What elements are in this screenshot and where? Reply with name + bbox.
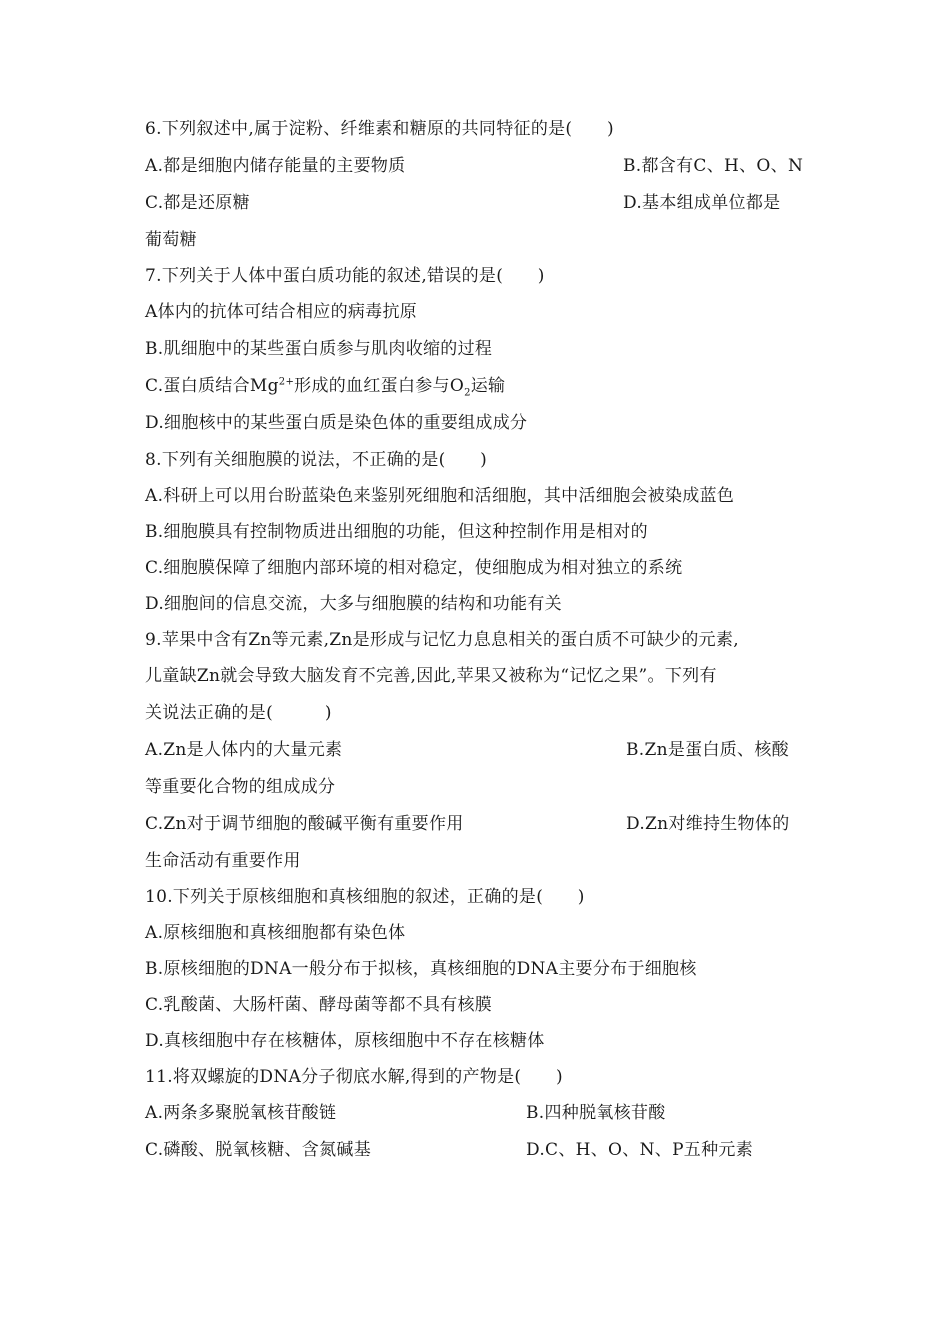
- q9-stem-line-1: 9.苹果中含有Zn等元素,Zn是形成与记忆力息息相关的蛋白质不可缺少的元素,: [145, 630, 739, 650]
- q11-option-c: C.磷酸、脱氧核糖、含氮碱基: [145, 1140, 372, 1160]
- q7-c-text-3: 运输: [470, 376, 506, 396]
- q7-option-b: B.肌细胞中的某些蛋白质参与肌肉收缩的过程: [145, 339, 493, 359]
- q9-option-d-cont: 生命活动有重要作用: [145, 851, 301, 871]
- q9-option-b: B.Zn是蛋白质、核酸: [626, 740, 789, 760]
- q10-option-c: C.乳酸菌、大肠杆菌、酵母菌等都不具有核膜: [145, 995, 493, 1015]
- q6-option-d: D.基本组成单位都是: [623, 193, 781, 213]
- q10-option-b: B.原核细胞的DNA一般分布于拟核，真核细胞的DNA主要分布于细胞核: [145, 959, 697, 979]
- q9-stem-line-2: 儿童缺Zn就会导致大脑发育不完善,因此,苹果又被称为“记忆之果”。下列有: [145, 666, 717, 686]
- q7-option-d: D.细胞核中的某些蛋白质是染色体的重要组成成分: [145, 413, 528, 433]
- q6-option-b: B.都含有C、H、O、N: [623, 156, 804, 176]
- q6-option-d-cont: 葡萄糖: [145, 230, 197, 250]
- q9-option-d: D.Zn对维持生物体的: [626, 814, 790, 834]
- q9-option-a: A.Zn是人体内的大量元素: [145, 740, 343, 760]
- q11-option-d: D.C、H、O、N、P五种元素: [526, 1140, 754, 1160]
- q8-option-b: B.细胞膜具有控制物质进出细胞的功能，但这种控制作用是相对的: [145, 522, 648, 542]
- q7-stem: 7.下列关于人体中蛋白质功能的叙述,错误的是( ): [145, 266, 545, 286]
- q6-option-a: A.都是细胞内储存能量的主要物质: [145, 156, 406, 176]
- q7-c-text-1: C.蛋白质结合Mg: [145, 376, 279, 396]
- q10-stem: 10.下列关于原核细胞和真核细胞的叙述，正确的是( ): [145, 887, 585, 907]
- q10-option-a: A.原核细胞和真核细胞都有染色体: [145, 923, 406, 943]
- q8-option-c: C.细胞膜保障了细胞内部环境的相对稳定，使细胞成为相对独立的系统: [145, 558, 683, 578]
- q7-option-a: A体内的抗体可结合相应的病毒抗原: [145, 302, 418, 322]
- q7-c-superscript: 2+: [278, 376, 295, 388]
- q7-c-text-2: 形成的血红蛋白参与O: [294, 376, 465, 396]
- q6-option-c: C.都是还原糖: [145, 193, 250, 213]
- q8-stem: 8.下列有关细胞膜的说法，不正确的是( ): [145, 450, 488, 470]
- q8-option-d: D.细胞间的信息交流，大多与细胞膜的结构和功能有关: [145, 594, 562, 614]
- q11-option-a: A.两条多聚脱氧核苷酸链: [145, 1103, 337, 1123]
- q6-stem: 6.下列叙述中,属于淀粉、纤维素和糖原的共同特征的是( ): [145, 119, 614, 139]
- q10-option-d: D.真核细胞中存在核糖体，原核细胞中不存在核糖体: [145, 1031, 545, 1051]
- q7-option-c: [145, 375, 505, 397]
- q11-option-b: B.四种脱氧核苷酸: [526, 1103, 666, 1123]
- q8-option-a: A.科研上可以用台盼蓝染色来鉴别死细胞和活细胞，其中活细胞会被染成蓝色: [145, 486, 735, 506]
- q7-c-subscript: 2: [464, 387, 471, 399]
- q9-option-b-cont: 等重要化合物的组成成分: [145, 777, 336, 797]
- q11-stem: 11.将双螺旋的DNA分子彻底水解,得到的产物是( ): [145, 1067, 563, 1087]
- q9-option-c: C.Zn对于调节细胞的酸碱平衡有重要作用: [145, 814, 464, 834]
- q9-stem-line-3: 关说法正确的是( ): [145, 703, 332, 723]
